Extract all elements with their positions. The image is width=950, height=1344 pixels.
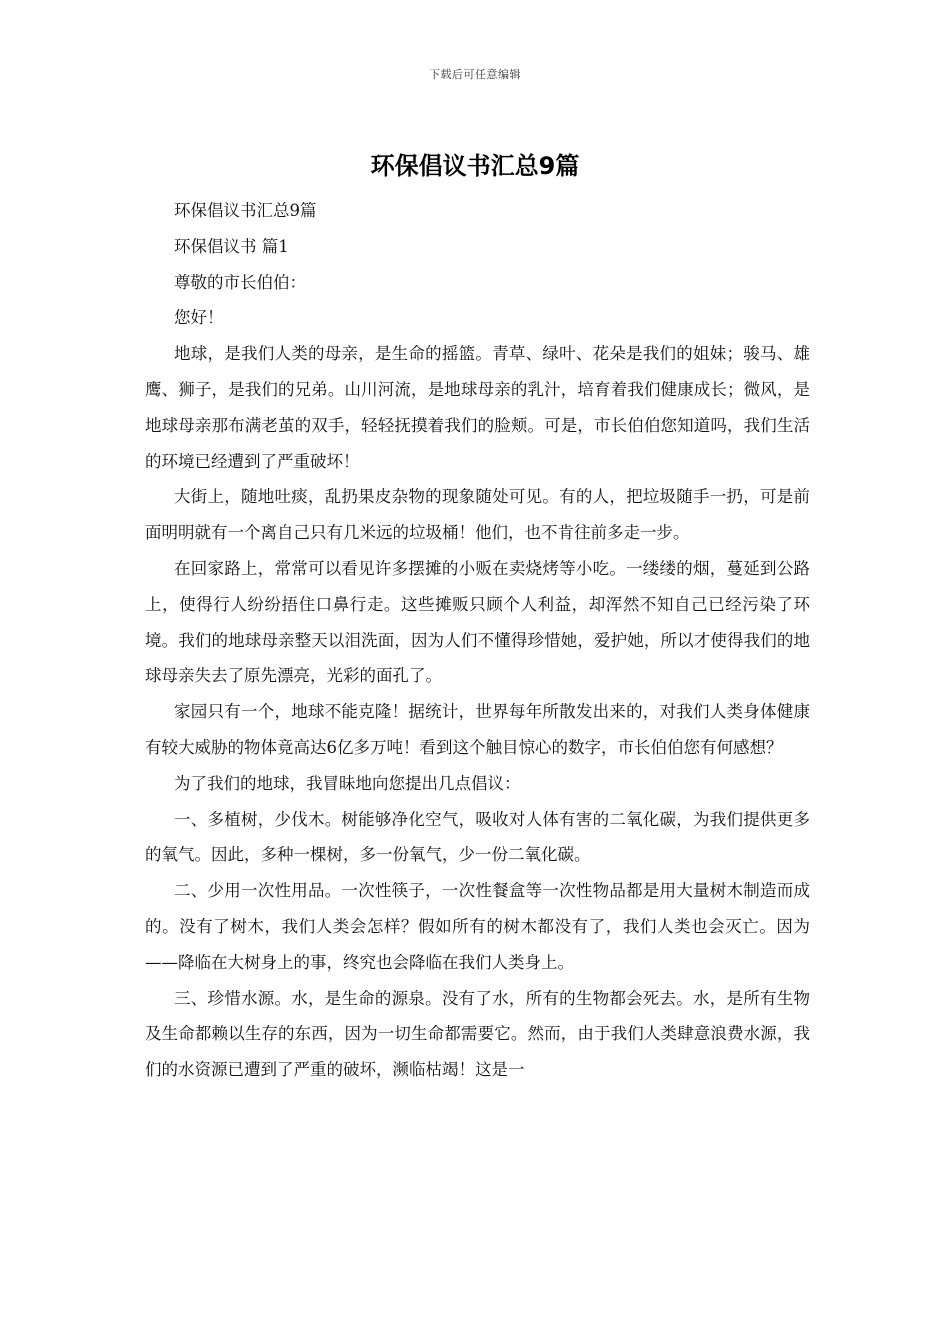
greeting: 您好！ [174, 308, 224, 328]
body-paragraph: 家园只有一个，地球不能克隆！据统计，世界每年所散发出来的，对我们人类身体健康有较大威胁的物体竟高达6亿多万吨！看到这个触目惊心的数字，市长伯伯您有何感想？ [145, 702, 810, 757]
page-title: 环保倡议书汇总9篇 [370, 152, 580, 180]
header-note: 下载后可任意编辑 [429, 68, 521, 81]
section-heading: 环保倡议书 篇1 [174, 236, 289, 256]
body-paragraph: 地球，是我们人类的母亲，是生命的摇篮。青草、绿叶、花朵是我们的姐妹；骏马、雄鹰、狮子，是我们的兄弟。山川河流，是地球母亲的乳汁，培育着我们健康成长；微风，是地球母亲那布满老茧的双手，轻轻抚摸着我们的脸颊。可是，市长伯伯您知道吗，我们生活的环境已经遭到了严重破坏！ [145, 344, 810, 471]
body-paragraph: 在回家路上，常常可以看见许多摆摊的小贩在卖烧烤等小吃。一缕缕的烟，蔓延到公路上，使得行人纷纷捂住口鼻行走。这些摊贩只顾个人利益，却浑然不知自己已经污染了环境。我们的地球母亲整天以泪洗面，因为人们不懂得珍惜她，爱护她，所以才使得我们的地球母亲失去了原先漂亮，光彩的面孔了。 [145, 558, 810, 686]
body-paragraph: 大街上，随地吐痰，乱扔果皮杂物的现象随处可见。有的人，把垃圾随手一扔，可是前面明明就有一个离自己只有几米远的垃圾桶！他们，也不肯往前多走一步。 [145, 487, 810, 543]
proposal-item: 二、少用一次性用品。一次性筷子，一次性餐盒等一次性物品都是用大量树木制造而成的。没有了树木，我们人类会怎样？假如所有的树木都没有了，我们人类也会灭亡。因为——降临在大树身上的事，终究也会降临在我们人类身上。 [145, 881, 810, 972]
subtitle-line: 环保倡议书汇总9篇 [174, 201, 317, 220]
salutation: 尊敬的市长伯伯： [174, 272, 306, 292]
proposal-item: 三、珍惜水源。水，是生命的源泉。没有了水，所有的生物都会死去。水，是所有生物及生命都赖以生存的东西，因为一切生命都需要它。然而，由于我们人类肆意浪费水源，我们的水资源已遭到了严重的破坏，濒临枯竭！这是一 [145, 988, 810, 1080]
document-body [145, 193, 810, 1088]
body-paragraph: 为了我们的地球，我冒昧地向您提出几点倡议： [174, 773, 521, 793]
proposal-item: 一、多植树，少伐木。树能够净化空气，吸收对人体有害的二氧化碳，为我们提供更多的氧气。因此，多种一棵树，多一份氧气，少一份二氧化碳。 [145, 809, 810, 865]
